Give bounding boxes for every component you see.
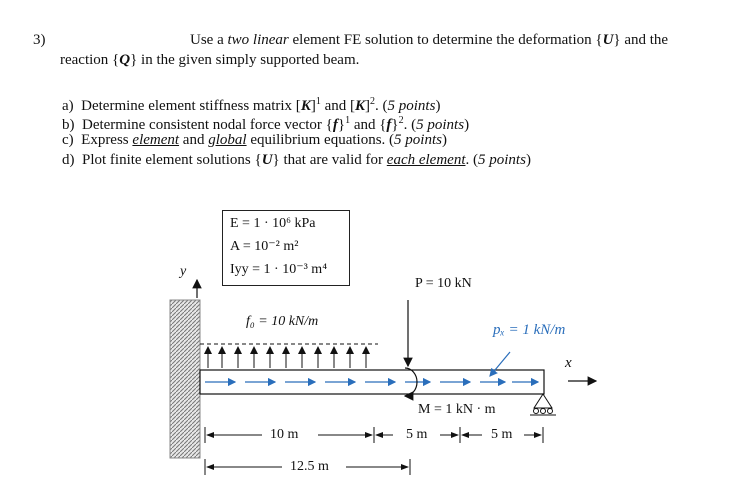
task-b: b) Determine consistent nodal force vector $\{f\}^1$ and $\{f\}^2$. (5 points) <box>62 115 470 133</box>
wall-support <box>170 300 200 458</box>
dimension-10m: 10 m <box>270 427 299 442</box>
point-load-label: P = 10 kN <box>415 276 472 291</box>
problem-number: 3) <box>33 32 46 48</box>
x-axis-label: x <box>565 355 572 371</box>
task-a: a) Determine element stiffness matrix $[K]^1$ and $[K]^2$. (5 points) <box>62 96 441 114</box>
distributed-load-label: f₀ = 10 kN/m <box>246 314 319 329</box>
axial-load-label: pₓ = 1 kN/m <box>493 322 566 338</box>
prop-A: A = 10⁻² m² <box>230 239 299 254</box>
dimension-12-5m: 12.5 m <box>290 459 329 474</box>
prop-E: E = 1 · 10⁶ kPa <box>230 216 316 231</box>
pin-support <box>530 394 556 415</box>
dimension-5m-right: 5 m <box>491 427 513 442</box>
dimension-5m-left: 5 m <box>406 427 428 442</box>
intro-line-2: reaction {Q} in the given simply supported beam. <box>60 52 360 68</box>
task-d: d) Plot finite element solutions {U} that are valid for each element. (5 points) <box>62 152 531 168</box>
moment-label: M = 1 kN · m <box>418 402 496 417</box>
prop-I: Iyy = 1 · 10⁻³ m⁴ <box>230 262 328 277</box>
intro-line-1: Use a two linear element FE solution to determine the deformation {U} and the <box>190 32 669 48</box>
task-c: c) Express element and global equilibrium equations. (5 points) <box>62 132 447 148</box>
y-axis-label: y <box>180 264 187 279</box>
distributed-load-arrows <box>200 344 378 368</box>
